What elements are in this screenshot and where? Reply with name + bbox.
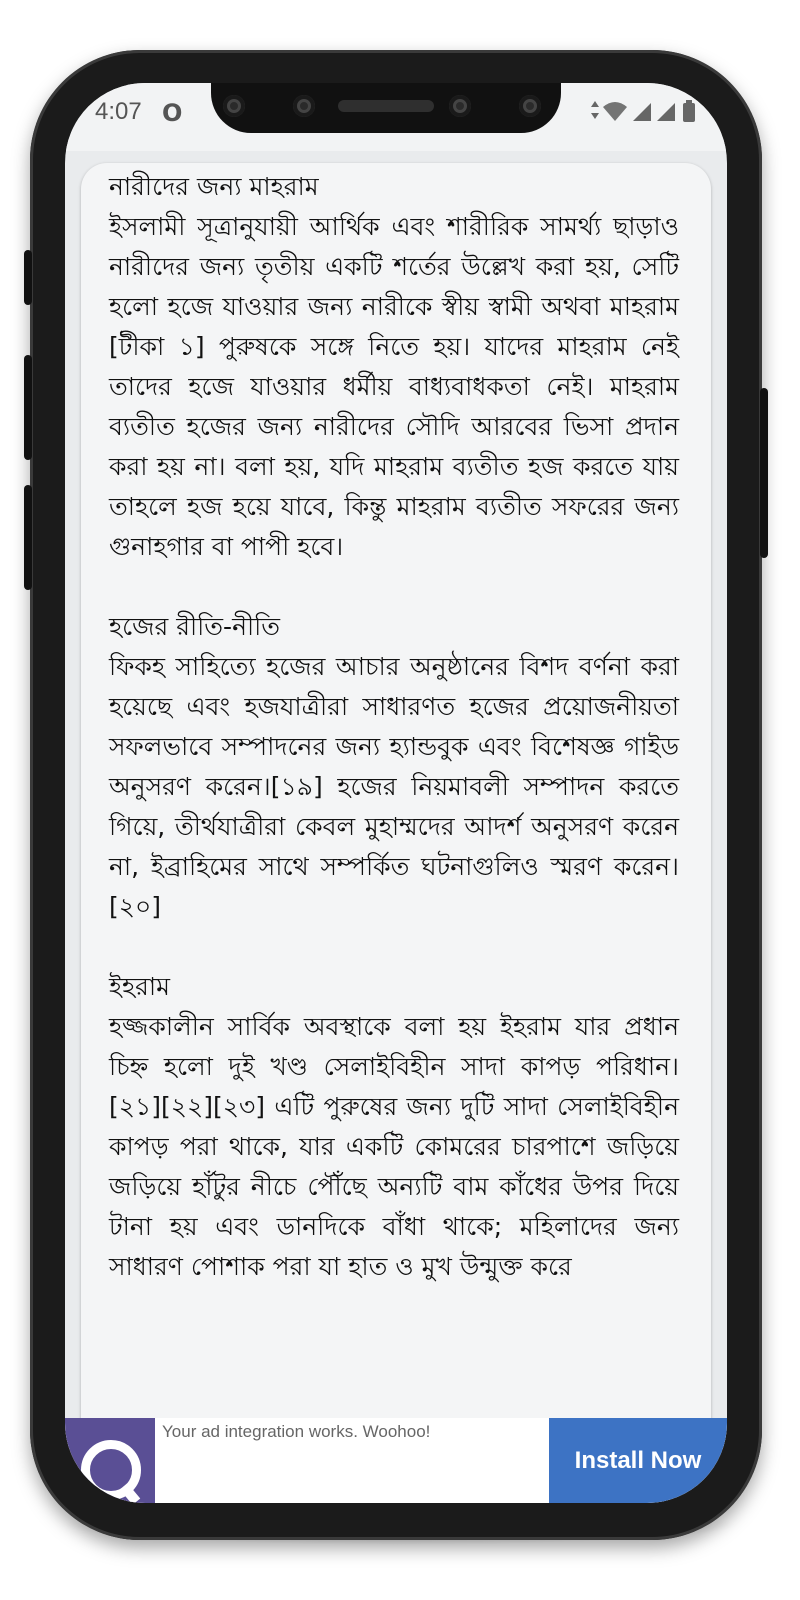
phone-screen	[65, 83, 727, 1503]
earpiece-speaker	[338, 100, 434, 112]
sensor-icon	[293, 95, 315, 117]
status-icons	[589, 97, 699, 133]
camera-notch	[211, 83, 561, 133]
volume-up-button	[24, 355, 32, 460]
section-body: ইসলামী সূত্রানুযায়ী আর্থিক এবং শারীরিক সামর্থ্য ছাড়াও নারীদের জন্য তৃতীয় একটি শর্তের উল্লেখ করা হয়, সেটি হলো হজে যাওয়ার জন্য নারীকে স্বীয় স্বামী অথবা মাহরাম [টীকা ১] পুরুষকে সঙ্গে নিতে হয়। যাদের মাহরাম নেই তাদের হজে যাওয়ার ধর্মীয় বাধ্যবাধকতা নেই। মাহরাম ব্যতীত হজের জন্য নারীদের সৌদি আরবের ভিসা প্রদান করা হয় না। বলা হয়, যদি মাহরাম ব্যতীত হজ করতে যায় তাহলে হজ হয়ে যাবে, কিন্তু মাহরাম ব্যতীত সফরের জন্য গুনাহগার বা পাপী হবে।	[109, 212, 679, 561]
install-now-button[interactable]: Install Now	[549, 1418, 727, 1503]
sensor-icon	[519, 95, 541, 117]
volume-down-button	[24, 485, 32, 590]
power-button	[760, 388, 768, 558]
section-body: ফিকহ সাহিত্যে হজের আচার অনুষ্ঠানের বিশদ বর্ণনা করা হয়েছে এবং হজযাত্রীরা সাধারণত হজের প্রয়োজনীয়তা সফলভাবে সম্পাদনের জন্য হ্যান্ডবুক এবং বিশেষজ্ঞ গাইড অনুসরণ করেন।[১৯] হজের নিয়মাবলী সম্পাদন করতে গিয়ে, তীর্থযাত্রীরা কেবল মুহাম্মদের আদর্শ অনুসরণ করেন না, ইব্রাহিমের সাথে সম্পর্কিত ঘটনাগুলিও স্মরণ করেন।[২০]	[109, 652, 679, 921]
sensor-icon	[223, 95, 245, 117]
ad-text: Your ad integration works. Woohoo!	[162, 1422, 431, 1441]
article-card[interactable]	[81, 163, 711, 1468]
article	[109, 167, 679, 1327]
front-camera-icon	[449, 95, 471, 117]
battery-tip	[686, 100, 692, 104]
signal-x-icon	[633, 103, 651, 121]
battery-icon	[683, 103, 695, 122]
section-title: হজের রীতি-নীতি	[109, 612, 281, 641]
status-bar	[65, 83, 727, 151]
section-body: হজ্জকালীন সার্বিক অবস্থাকে বলা হয় ইহরাম যার প্রধান চিহ্ন হলো দুই খণ্ড সেলাইবিহীন সাদা কাপড় পরিধান। [২১][২২][২৩] এটি পুরুষের জন্য দুটি সাদা সেলাইবিহীন কাপড় পরা থাকে, যার একটি কোমরের চারপাশে জড়িয়ে জড়িয়ে হাঁটুর নীচে পৌঁছে অন্যটি বাম কাঁধের উপর দিয়ে টানা হয় এবং ডানদিকে বাঁধা থাকে; মহিলাদের জন্য সাধারণ পোশাক পরা যা হাত ও মুখ উন্মুক্ত করে	[109, 1012, 679, 1281]
phone-frame	[30, 50, 762, 1540]
status-time: 4:07	[95, 98, 142, 125]
ad-logo-tail	[120, 1483, 141, 1503]
status-icons-svg	[589, 97, 699, 127]
signal-icon	[657, 103, 675, 121]
section-title: নারীদের জন্য মাহরাম	[109, 172, 319, 201]
side-button	[24, 250, 32, 305]
wifi-icon	[603, 102, 627, 121]
data-arrows-icon	[591, 101, 599, 119]
ad-logo-icon	[65, 1418, 155, 1503]
ad-banner[interactable]	[65, 1418, 727, 1503]
section-title: ইহরাম	[109, 972, 171, 1001]
status-indicator-icon: O	[162, 99, 183, 127]
